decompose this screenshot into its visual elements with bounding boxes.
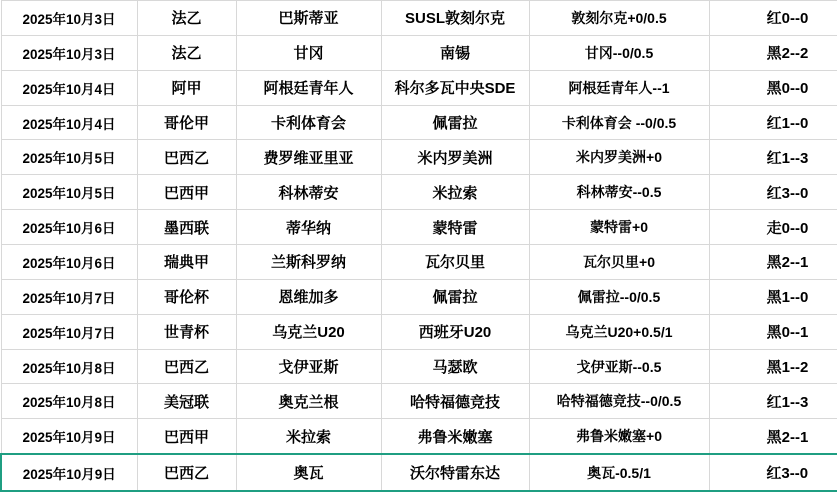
match-date-cell: 2025年10月7日 [1,279,137,314]
home-team-cell: 科林蒂安 [236,175,381,210]
table-row [1,314,837,349]
away-team-cell: 沃尔特雷东达 [381,454,529,491]
away-team-cell: 佩雷拉 [381,105,529,140]
home-team-cell: 奥克兰根 [236,384,381,419]
league-cell: 瑞典甲 [137,245,236,280]
handicap-pick-cell: 佩雷拉--0/0.5 [529,279,709,314]
table-row [1,140,837,175]
league-cell: 哥伦杯 [137,279,236,314]
result-cell: 红1--3 [709,140,837,175]
table-row [1,349,837,384]
handicap-pick-cell: 卡利体育会 --0/0.5 [529,105,709,140]
result-cell: 红1--3 [709,384,837,419]
result-cell: 黑2--2 [709,35,837,70]
handicap-pick-cell: 敦刻尔克+0/0.5 [529,1,709,36]
away-team-cell: 南锡 [381,35,529,70]
match-date-cell: 2025年10月3日 [1,1,137,36]
league-cell: 美冠联 [137,384,236,419]
table-row [1,105,837,140]
result-cell: 黑0--1 [709,314,837,349]
match-date-cell: 2025年10月6日 [1,245,137,280]
away-team-cell: 西班牙U20 [381,314,529,349]
handicap-pick-cell: 戈伊亚斯--0.5 [529,349,709,384]
result-cell: 走0--0 [709,210,837,245]
table-row [1,245,837,280]
table-row [1,70,837,105]
result-cell: 黑0--0 [709,70,837,105]
league-cell: 巴西乙 [137,349,236,384]
away-team-cell: 科尔多瓦中央SDE [381,70,529,105]
result-cell: 黑1--0 [709,279,837,314]
table-row [1,1,837,36]
match-date-cell: 2025年10月9日 [1,419,137,455]
handicap-pick-cell: 科林蒂安--0.5 [529,175,709,210]
league-cell: 巴西乙 [137,454,236,491]
match-date-cell: 2025年10月8日 [1,384,137,419]
home-team-cell: 卡利体育会 [236,105,381,140]
league-cell: 法乙 [137,1,236,36]
result-cell: 红3--0 [709,175,837,210]
handicap-pick-cell: 奥瓦-0.5/1 [529,454,709,491]
match-date-cell: 2025年10月6日 [1,210,137,245]
league-cell: 阿甲 [137,70,236,105]
result-cell: 黑2--1 [709,419,837,455]
home-team-cell: 乌克兰U20 [236,314,381,349]
home-team-cell: 甘冈 [236,35,381,70]
away-team-cell: 弗鲁米嫩塞 [381,419,529,455]
league-cell: 法乙 [137,35,236,70]
away-team-cell: 米拉索 [381,175,529,210]
league-cell: 哥伦甲 [137,105,236,140]
home-team-cell: 阿根廷青年人 [236,70,381,105]
league-cell: 巴西乙 [137,140,236,175]
match-date-cell: 2025年10月8日 [1,349,137,384]
table-row [1,384,837,419]
match-date-cell: 2025年10月5日 [1,140,137,175]
handicap-pick-cell: 甘冈--0/0.5 [529,35,709,70]
home-team-cell: 蒂华纳 [236,210,381,245]
league-cell: 墨西联 [137,210,236,245]
handicap-pick-cell: 哈特福德竞技--0/0.5 [529,384,709,419]
handicap-pick-cell: 乌克兰U20+0.5/1 [529,314,709,349]
table-row [1,210,837,245]
table-row [1,35,837,70]
handicap-pick-cell: 蒙特雷+0 [529,210,709,245]
home-team-cell: 费罗维亚里亚 [236,140,381,175]
handicap-pick-cell: 米内罗美洲+0 [529,140,709,175]
away-team-cell: 马瑟欧 [381,349,529,384]
match-date-cell: 2025年10月9日 [1,454,137,491]
away-team-cell: 米内罗美洲 [381,140,529,175]
match-date-cell: 2025年10月7日 [1,314,137,349]
match-date-cell: 2025年10月3日 [1,35,137,70]
table-row [1,175,837,210]
away-team-cell: 哈特福德竞技 [381,384,529,419]
result-cell: 红1--0 [709,105,837,140]
handicap-pick-cell: 阿根廷青年人--1 [529,70,709,105]
league-cell: 世青杯 [137,314,236,349]
home-team-cell: 恩维加多 [236,279,381,314]
home-team-cell: 巴斯蒂亚 [236,1,381,36]
match-date-cell: 2025年10月4日 [1,70,137,105]
match-date-cell: 2025年10月5日 [1,175,137,210]
away-team-cell: 瓦尔贝里 [381,245,529,280]
home-team-cell: 奥瓦 [236,454,381,491]
table-row [1,279,837,314]
handicap-pick-cell: 弗鲁米嫩塞+0 [529,419,709,455]
table-row [1,419,837,455]
result-cell: 红0--0 [709,1,837,36]
away-team-cell: 蒙特雷 [381,210,529,245]
away-team-cell: SUSL敦刻尔克 [381,1,529,36]
result-cell: 红3--0 [709,454,837,491]
result-cell: 黑1--2 [709,349,837,384]
table-body [1,1,837,492]
home-team-cell: 兰斯科罗纳 [236,245,381,280]
home-team-cell: 米拉索 [236,419,381,455]
result-cell: 黑2--1 [709,245,837,280]
handicap-pick-cell: 瓦尔贝里+0 [529,245,709,280]
home-team-cell: 戈伊亚斯 [236,349,381,384]
league-cell: 巴西甲 [137,175,236,210]
table-row [1,454,837,491]
away-team-cell: 佩雷拉 [381,279,529,314]
league-cell: 巴西甲 [137,419,236,455]
match-date-cell: 2025年10月4日 [1,105,137,140]
